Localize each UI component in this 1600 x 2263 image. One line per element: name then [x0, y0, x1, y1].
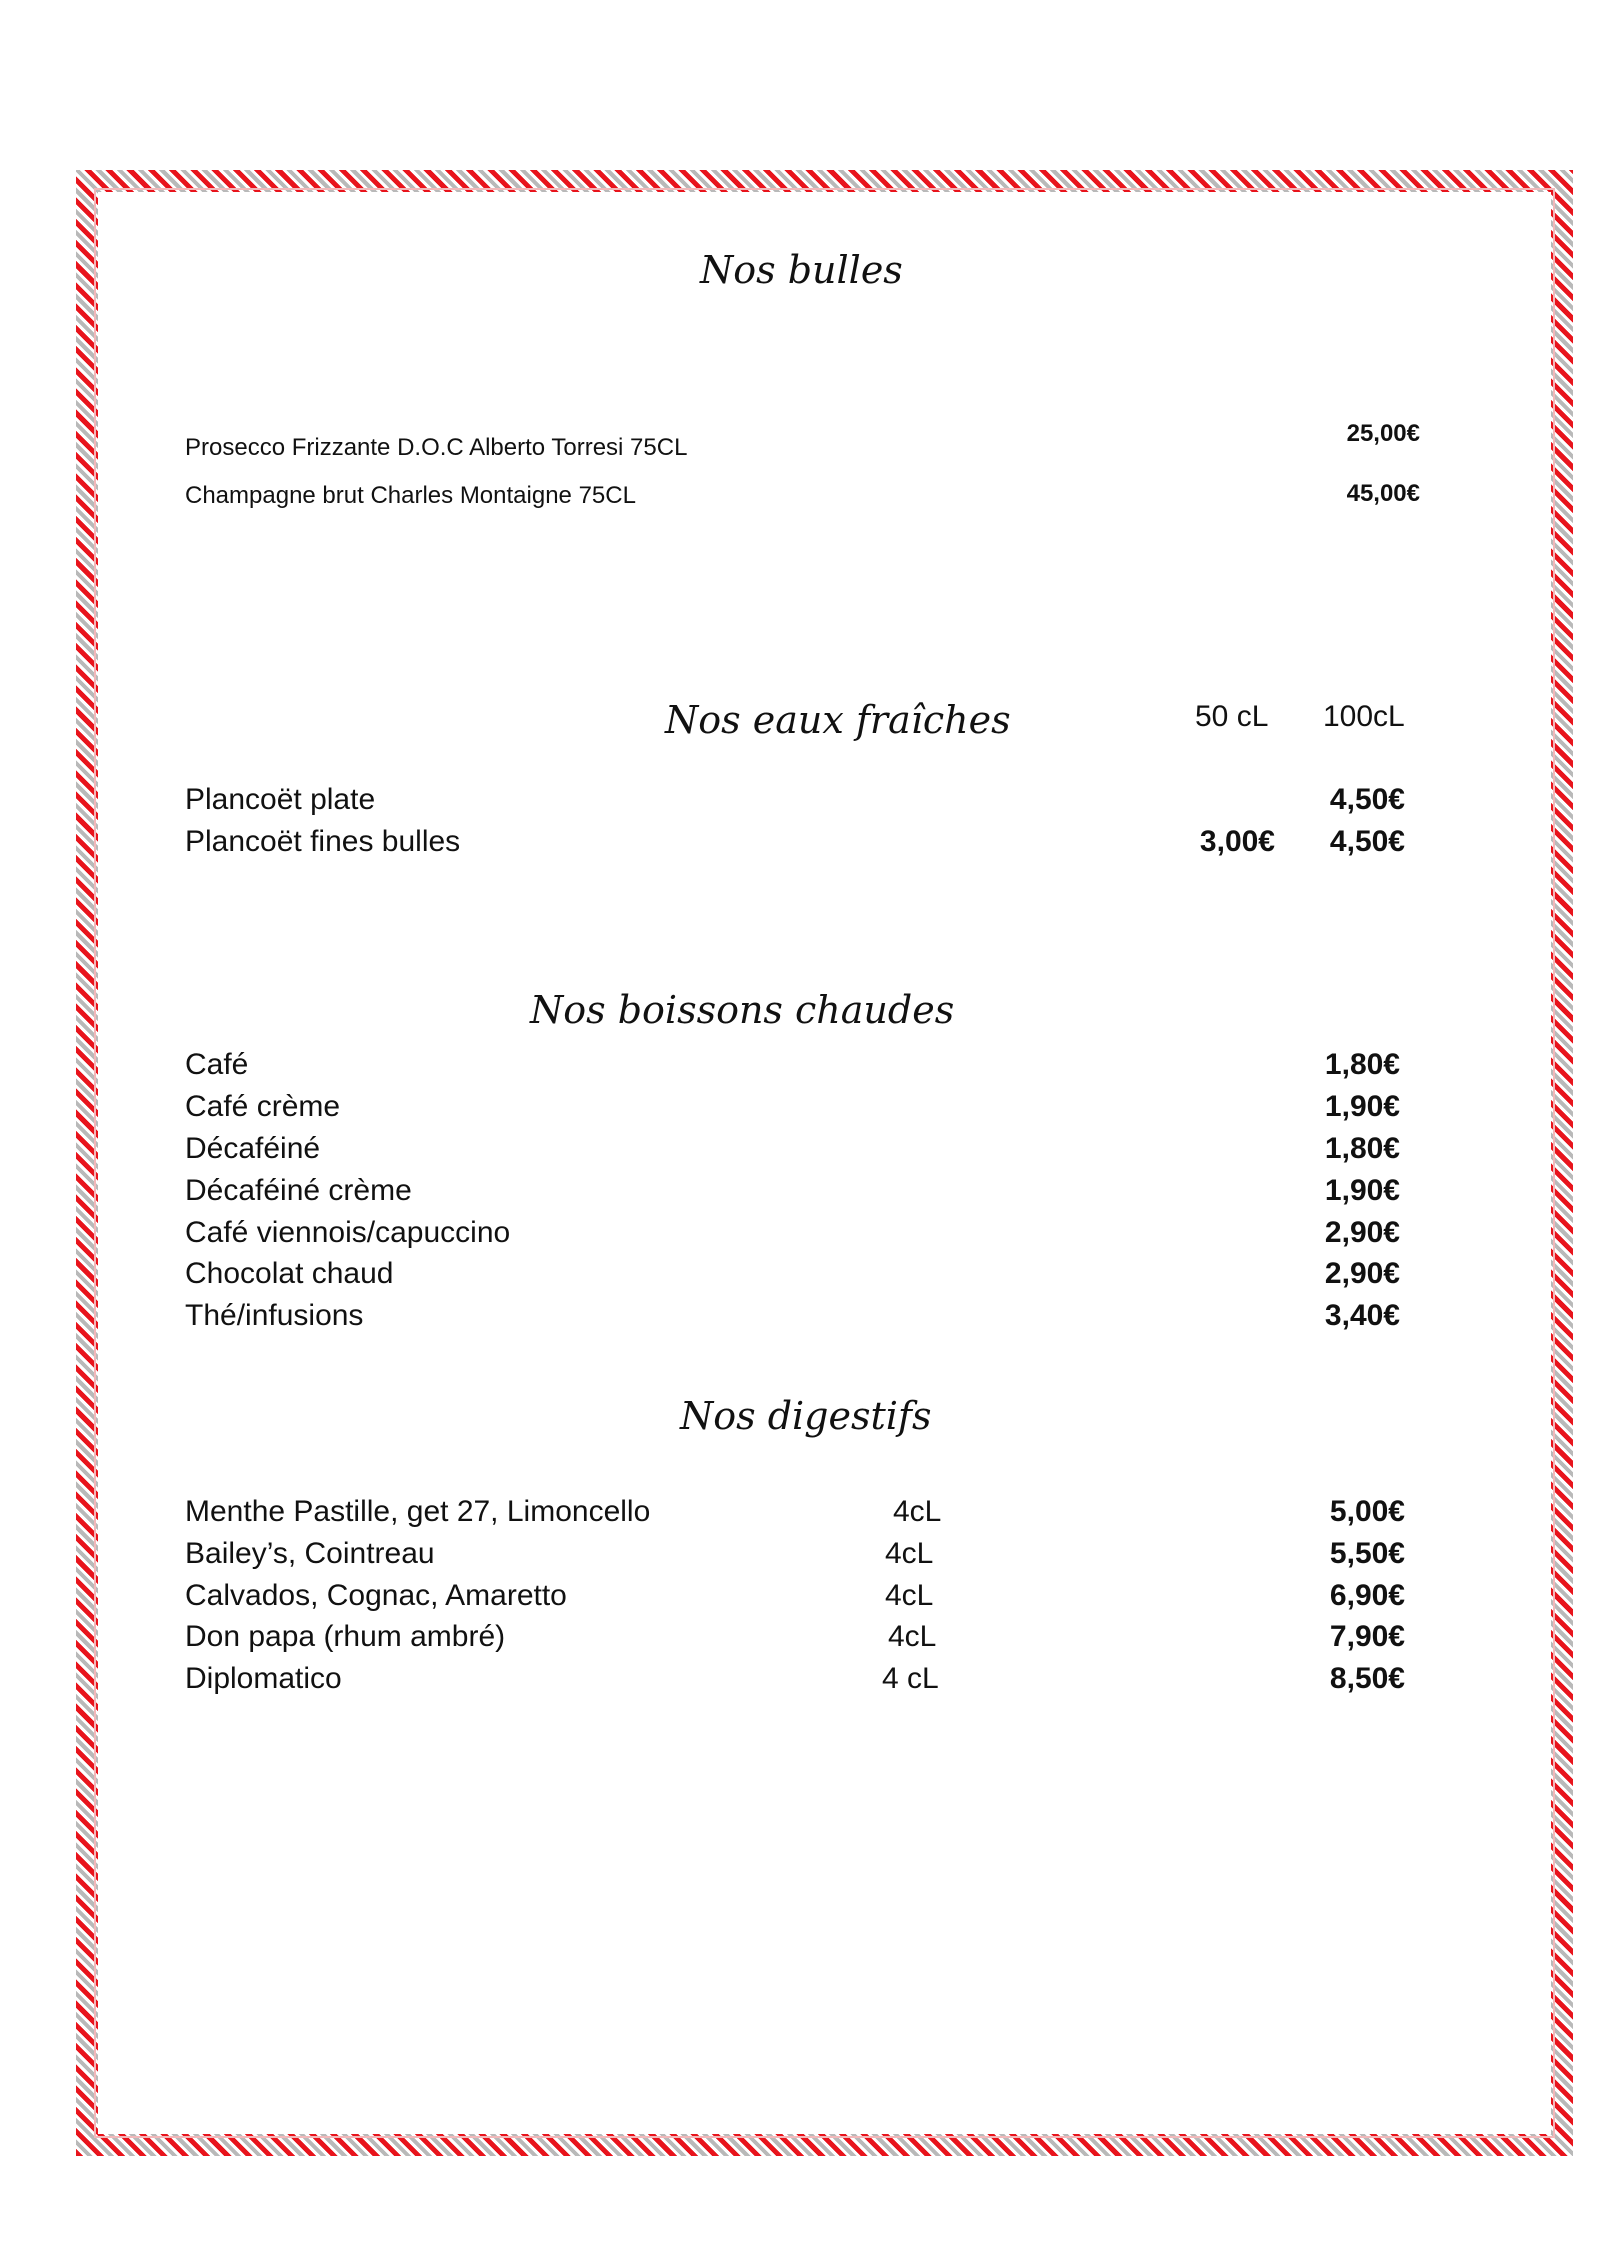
menu-item-name: Calvados, Cognac, Amaretto: [185, 1579, 567, 1612]
menu-item-name: Décaféiné: [185, 1132, 321, 1165]
menu-item-name: Plancoët fines bulles: [185, 825, 461, 858]
menu-item-price: 2,90€: [1324, 1216, 1400, 1249]
section-title-bulles: Nos bulles: [700, 248, 903, 292]
column-header-100cl: 100cL: [1323, 700, 1405, 733]
menu-item-price: 2,90€: [1324, 1257, 1400, 1290]
menu-item-price: 3,40€: [1324, 1299, 1400, 1332]
menu-item-price: 1,90€: [1324, 1174, 1400, 1207]
menu-item-volume: 4cL: [888, 1620, 937, 1653]
menu-item-price: 5,00€: [1329, 1495, 1405, 1528]
menu-item-volume: 4cL: [893, 1495, 942, 1528]
menu-item-price: 25,00€: [1346, 420, 1420, 447]
section-title-eaux: Nos eaux fraîches: [665, 698, 1011, 742]
menu-item-price: 5,50€: [1329, 1537, 1405, 1570]
menu-item-volume: 4cL: [885, 1537, 934, 1570]
menu-item-volume: 4 cL: [882, 1662, 939, 1695]
menu-item-name: Menthe Pastille, get 27, Limoncello: [185, 1495, 651, 1528]
menu-item-price-100: 4,50€: [1329, 825, 1405, 858]
menu-item-price-50: 3,00€: [1199, 825, 1275, 858]
menu-item-name: Diplomatico: [185, 1662, 342, 1695]
column-header-50cl: 50 cL: [1195, 700, 1269, 733]
menu-item-price: 1,80€: [1324, 1048, 1400, 1081]
menu-item-name: Décaféiné crème: [185, 1174, 412, 1207]
menu-item-price: 1,90€: [1324, 1090, 1400, 1123]
menu-item-name: Plancoët plate: [185, 783, 376, 816]
section-title-digestifs: Nos digestifs: [680, 1394, 932, 1438]
menu-item-price-100: 4,50€: [1329, 783, 1405, 816]
menu-item-name: Thé/infusions: [185, 1299, 364, 1332]
menu-item-volume: 4cL: [885, 1579, 934, 1612]
menu-item-name: Chocolat chaud: [185, 1257, 394, 1290]
menu-item-name: Café: [185, 1048, 249, 1081]
menu-item-name: Champagne brut Charles Montaigne 75CL: [185, 482, 636, 509]
menu-item-name: Prosecco Frizzante D.O.C Alberto Torresi 75CL: [185, 434, 688, 461]
menu-item-name: Café crème: [185, 1090, 341, 1123]
menu-item-price: 8,50€: [1329, 1662, 1405, 1695]
menu-item-name: Bailey’s, Cointreau: [185, 1537, 435, 1570]
menu-item-name: Don papa (rhum ambré): [185, 1620, 506, 1653]
menu-item-price: 1,80€: [1324, 1132, 1400, 1165]
menu-item-price: 7,90€: [1329, 1620, 1405, 1653]
section-title-chaudes: Nos boissons chaudes: [530, 988, 955, 1032]
menu-item-price: 6,90€: [1329, 1579, 1405, 1612]
menu-item-price: 45,00€: [1346, 480, 1420, 507]
menu-item-name: Café viennois/capuccino: [185, 1216, 511, 1249]
